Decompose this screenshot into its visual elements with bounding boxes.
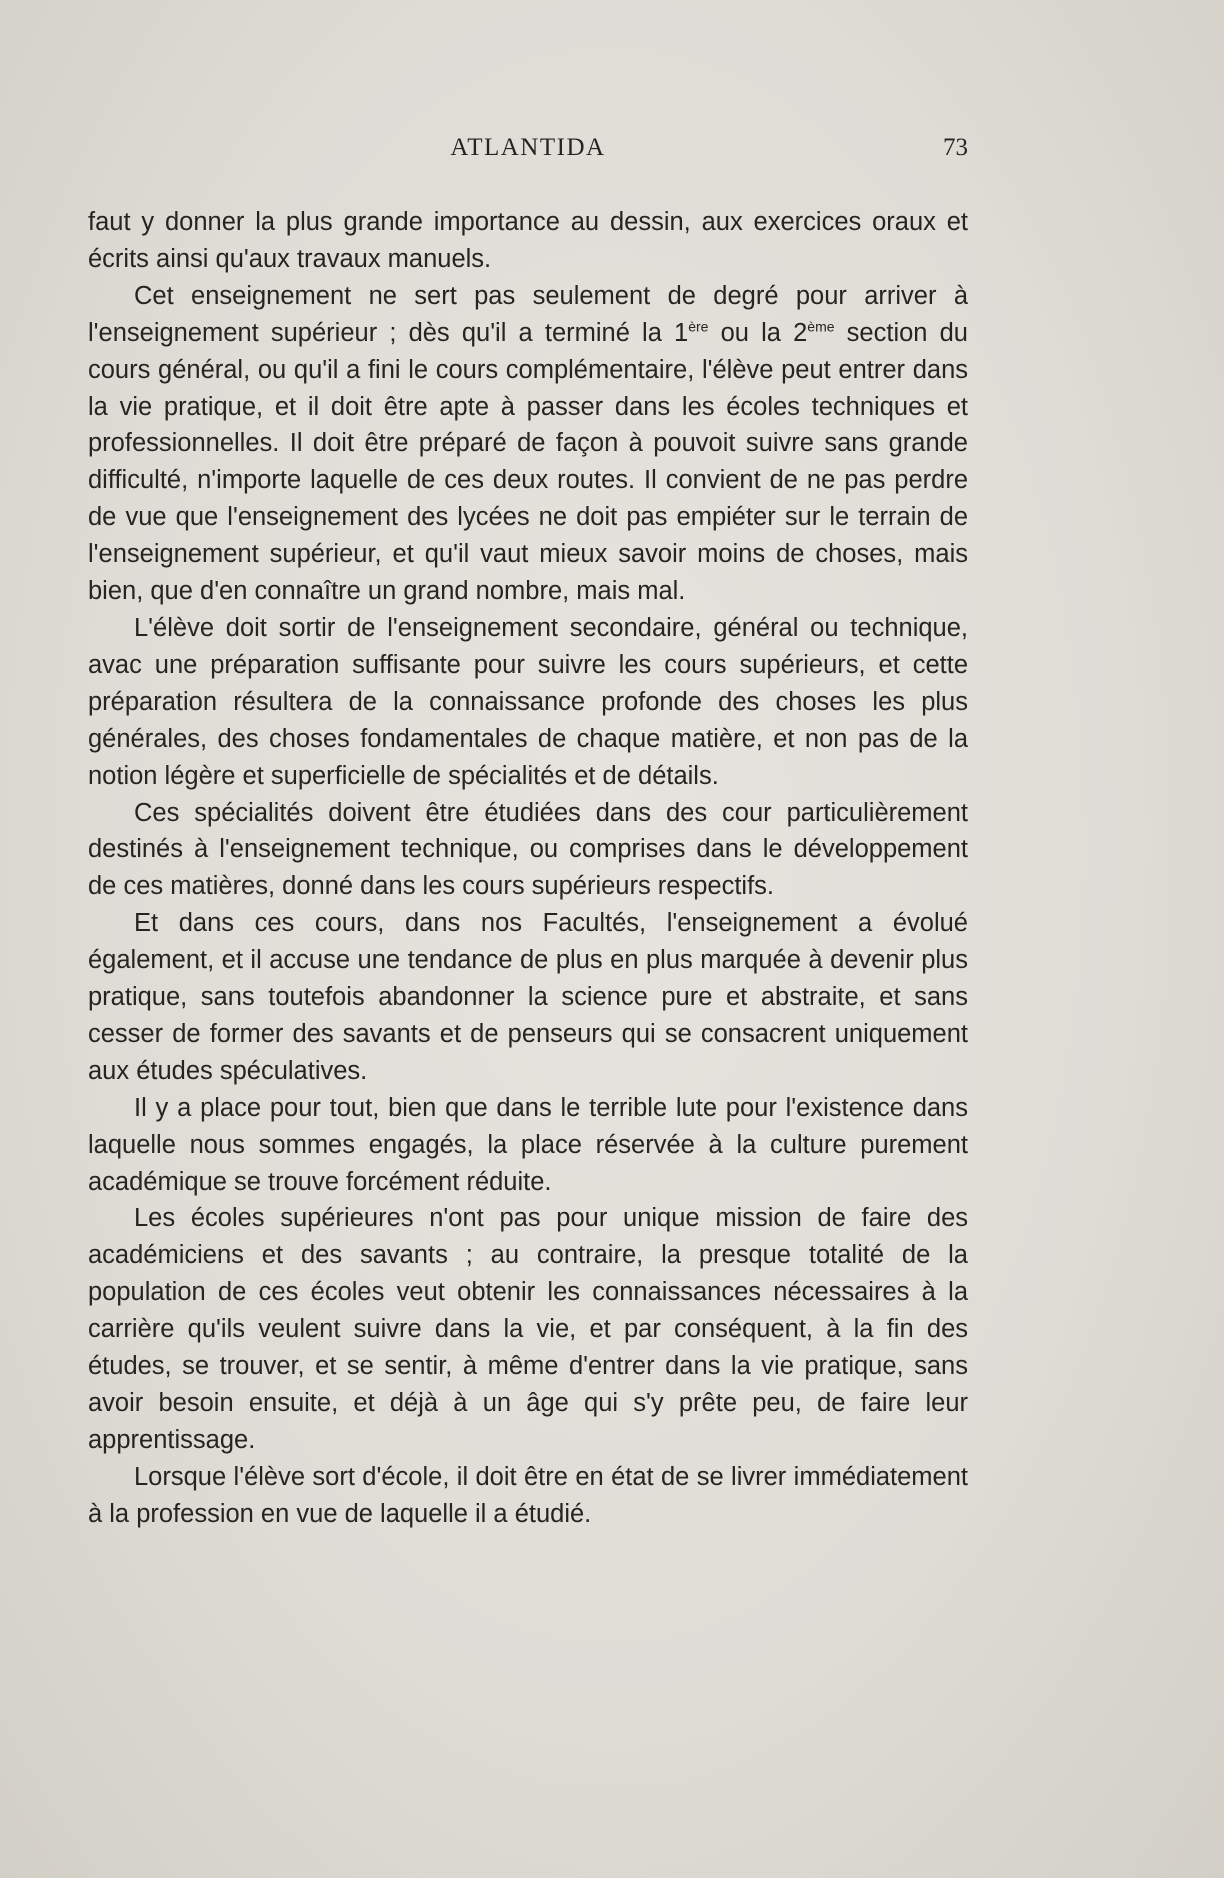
- paragraph-text: Il y a place pour tout, bien que dans le terrible lute pour l'existence dans laquelle nous sommes engagés, la place réservée à la culture purement académique se trouve forcément réduite.: [88, 1093, 968, 1196]
- paragraph-text: L'élève doit sortir de l'enseignement secondaire, général ou technique, avac une préparation suffisante pour suivre les cours supérieurs, et cette préparation résultera de la connaissance profonde des choses les plus générales, des choses fondamentales de chaque matière, et non pas de la notion légère et superficielle de spécialités et de détails.: [88, 613, 968, 790]
- page-header: [88, 134, 968, 174]
- paragraph-3: [88, 610, 968, 795]
- paragraph-7: [88, 1200, 968, 1458]
- page-number: 73: [943, 134, 968, 161]
- paragraph-text: Les écoles supérieures n'ont pas pour unique mission de faire des académiciens et des savants ; au contraire, la presque totalité de la population de ces écoles veut obtenir les connaissances nécessaires à la carrière qu'ils veulent suivre dans la vie, et par conséquent, à la fin des études, se trouver, et se sentir, à même d'entrer dans la vie pratique, sans avoir besoin ensuite, et déjà à un âge qui s'y prête peu, de faire leur apprentissage.: [88, 1204, 968, 1454]
- paragraph-text: Ces spécialités doivent être étudiées dans des cour particulièrement destinés à l'enseignement technique, ou comprises dans le développement de ces matières, donné dans les cours supérieurs respectifs.: [88, 798, 968, 901]
- paragraph-6: [88, 1090, 968, 1201]
- paragraph-text: Et dans ces cours, dans nos Facultés, l'enseignement a évolué également, et il accuse une tendance de plus en plus marquée à devenir plus pratique, sans toutefois abandonner la science pure et abstraite, et sans cesser de former des savants et de penseurs qui se consacrent uniquement aux études spéculatives.: [88, 909, 968, 1085]
- paragraph-4: [88, 795, 968, 906]
- page-body: [88, 204, 968, 1533]
- ordinal-superscript: ème: [807, 318, 835, 335]
- paragraph-5: [88, 905, 968, 1090]
- paragraph-text: faut y donner la plus grande importance au dessin, aux exercices oraux et écrits ainsi qu'aux travaux manuels.: [88, 208, 968, 273]
- running-title: ATLANTIDA: [450, 134, 606, 161]
- paragraph-1: [88, 204, 968, 278]
- ordinal-superscript: ère: [688, 318, 709, 335]
- paragraph-8: [88, 1459, 968, 1533]
- paragraph-text: Lorsque l'élève sort d'école, il doit être en état de se livrer immédiatement à la profession en vue de laquelle il a étudié.: [88, 1462, 968, 1528]
- paragraph-text-part: ou la 2: [708, 318, 808, 347]
- paragraph-2: [88, 278, 968, 610]
- paragraph-text-part: section du cours général, ou qu'il a fini le cours complémentaire, l'élève peut entrer dans la vie pratique, et il doit être apte à passer dans les écoles techniques et professionnelles. Il doit être préparé de façon à pouvoit suivre sans grande difficulté, n'importe laquelle de ces deux routes. Il convient de ne pas perdre de vue que l'enseignement des lycées ne doit pas empiéter sur le terrain de l'enseignement supérieur, et qu'il vaut mieux savoir moins de choses, mais bien, que d'en connaître un grand nombre, mais mal.: [88, 318, 968, 606]
- paragraph-text-part: Cet enseignement ne sert pas seulement de degré pour arriver à l'enseignement supérieur ; dès qu'il a terminé la 1: [88, 281, 968, 347]
